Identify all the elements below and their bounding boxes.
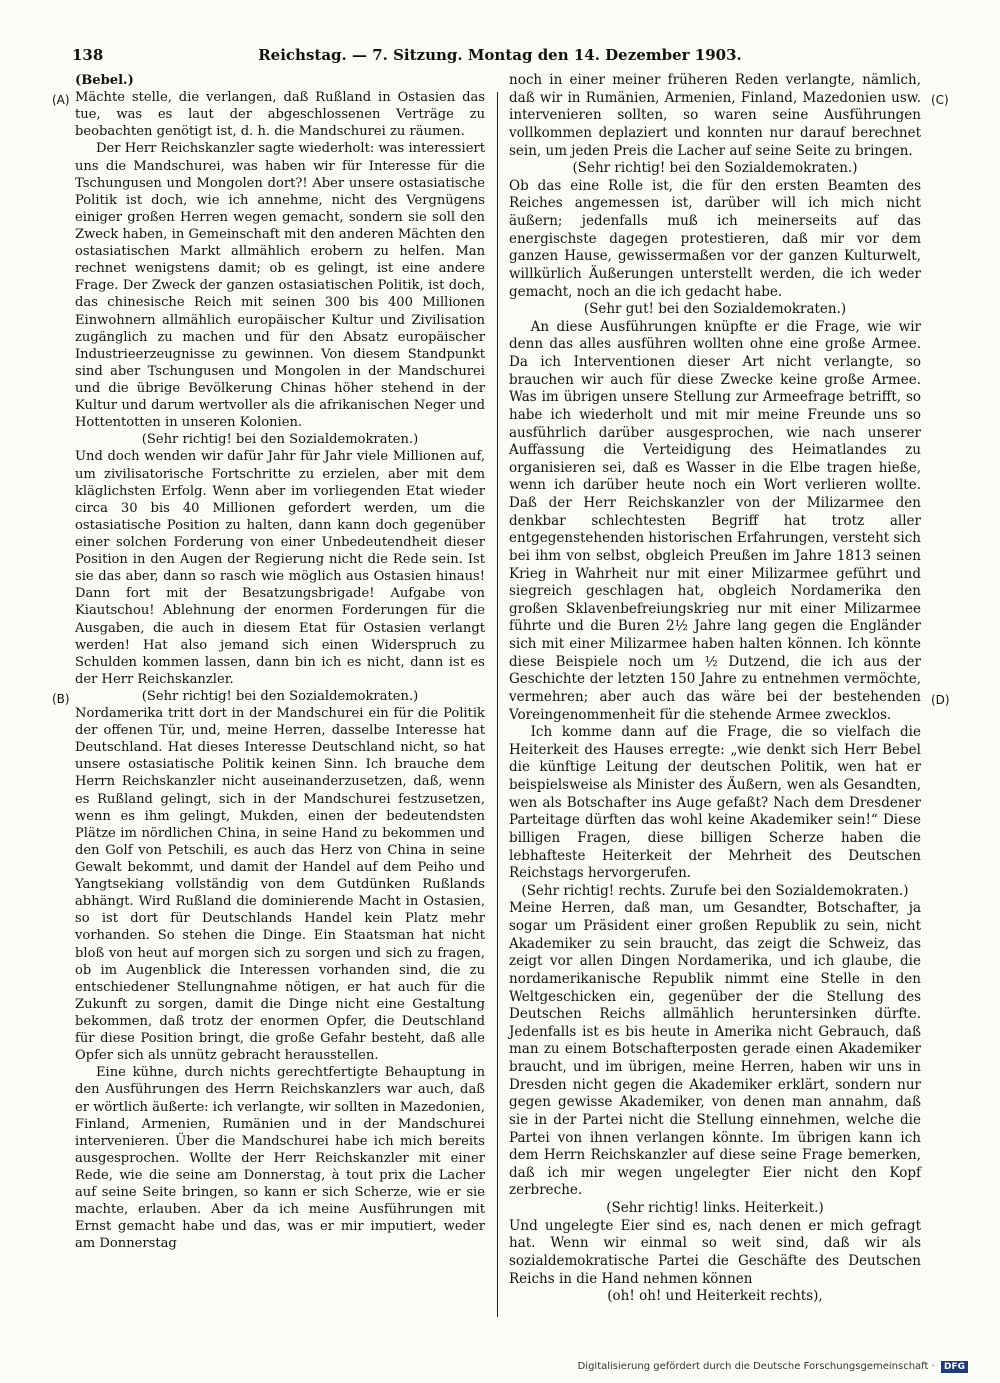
- running-title: Reichstag. — 7. Sitzung. Montag den 14. Dezember 1903.: [258, 46, 742, 64]
- interjection: (oh! oh! und Heiterkeit rechts),: [607, 1288, 823, 1305]
- interjection: (Sehr richtig! bei den Sozialdemokraten.): [141, 432, 419, 448]
- paragraph: Und ungelegte Eier sind es, nach denen er mich gefragt hat. Wenn wir einmal so weit sind, daß wir als sozialdemokratische Partei die Geschäfte des Deutschen Reichs in die Hand nehmen können: [509, 1217, 921, 1287]
- paragraph: An diese Ausführungen knüpfte er die Frage, wie wir denn das alles ausführen wollten ohne eine große Armee. Da ich Interventionen dieser Art nicht verlangte, so brauchen wir auch für diese Zwecke keine große Armee. Was im übrigen unsere Stellung zur Armeefrage betrifft, so habe ich wiederholt und mit mir meine Freunde uns so ausführlich darüber ausgesprochen, wie nach unserer Auffassung die Verteidigung des Heimatlandes zu organisieren sei, daß es Wasser in die Elbe tragen hieße, wenn ich darüber heute noch ein Wort verlieren wollte. Daß der Herr Reichskanzler von der Milizarmee den denkbar schlechtesten Begriff hat trotz aller entgegenstehenden historischen Erfahrungen, versteht sich bei ihm von selbst, obgleich Preußen im Jahre 1813 seinen Krieg in Wahrheit nur mit einer Milizarmee geführt und siegreich geschlagen hat, obgleich Nordamerika den großen Sklavenbefreiungskrieg nur mit einer Milizarmee führte und die Buren 2½ Jahre lang gegen die Engländer sich mit einer Milizarmee haben halten können. Ich könnte diese Beispiele noch um ½ Dutzend, die ich aus der Geschichte der letzten 150 Jahre zu entnehmen vermöchte, vermehren; aber auch das wäre bei der bestehenden Voreingenommenheit für die stehende Armee zwecklos.: [509, 318, 921, 723]
- speaker-name: (Bebel.): [75, 73, 134, 88]
- footer: Digitalisierung gefördert durch die Deutsche Forschungsgemeinschaft · DFG: [578, 1361, 968, 1373]
- margin-mark-a: (A): [52, 93, 70, 107]
- footer-credit: Digitalisierung gefördert durch die Deutsche Forschungsgemeinschaft: [577, 1361, 929, 1372]
- dfg-logo: DFG: [941, 1361, 968, 1373]
- interjection: (Sehr richtig! links. Heiterkeit.): [606, 1200, 824, 1216]
- paragraph: Eine kühne, durch nichts gerechtfertigte Behauptung in den Ausführungen des Herrn Reichskanzlers war auch, daß er wörtlich äußerte: ich verlangte, wir sollten in Mazedonien, Finland, Armenien, Rumänien und in der Mandschurei intervenieren. Über die Mandschurei habe ich mich bereits ausgesprochen. Wollte der Herr Reichskanzler mit einer Rede, wie die seine am Donnerstag, à tout prix die Lacher auf seine Seite bringen, so kann er sich Scherze, wie er sie machte, erlauben. Aber da ich meine Ausführungen mit Ernst gemacht habe und das, was er mir imputiert, weder am Donnerstag: [75, 1065, 485, 1252]
- page-header: [72, 46, 928, 68]
- paragraph: Der Herr Reichskanzler sagte wiederholt: was interessiert uns die Mandschurei, was haben wir für Interesse für die Tschungusen und Mongolen dort?! Aber unsere ostasiatische Politik ist doch, wie ich annehme, nicht des Vergnügens einiger großen Herren wegen gemacht, sondern sie soll den Zweck haben, in Gemeinschaft mit den anderen Mächten den ostasiatischen Markt allmählich erobern zu helfen. Man rechnet wenigstens damit; ob es gelingt, ist eine andere Frage. Der Zweck der ganzen ostasiatischen Politik, ist doch, das chinesische Reich mit seinen 300 bis 400 Millionen Einwohnern allmählich europäischer Kultur und Zivilisation zugänglich zu machen und für den Absatz europäischer Industrieerzeugnisse zu gewinnen. Von diesem Standpunkt sind aber Tschungusen und Mongolen in der Mandschurei und die übrige Bevölkerung Chinas höher stehend in der Kultur und darum wertvoller als die afrikanischen Neger und Hottentotten in unseren Kolonien.: [75, 141, 485, 431]
- paragraph: noch in einer meiner früheren Reden verlangte, nämlich, daß wir in Rumänien, Armenien, Finland, Mazedonien usw. intervenieren sollten, so waren seine Ausführungen vollkommen deplaziert und konnten nur darauf berechnet sein, um jeden Preis die Lacher auf seine Seite zu bringen.: [509, 72, 921, 159]
- page-number: 138: [72, 46, 104, 64]
- paragraph: Meine Herren, daß man, um Gesandter, Botschafter, ja sogar um Präsident einer großen Republik zu sein, nicht Akademiker zu sein braucht, das zeigt die Schweiz, das zeigt vor allen Dingen Nordamerika, und ich glaube, die nordamerikanische Republik nimmt eine Stelle in den Weltgeschicken ein, gegenüber der die Stellung des Deutschen Reichs allmählich heruntersinken dürfte. Jedenfalls ist es bis heute in Amerika nicht Gebrauch, daß man zu einem Botschafterposten gerade einen Akademiker braucht, und im übrigen, meine Herren, haben wir uns in Dresden nicht gegen die Akademiker erklärt, sondern nur gegen gewisse Akademiker, von denen man annahm, daß sie in der Partei nicht die Stellung einnehmen, welche die Partei von ihnen verlangen könnte. Im übrigen kann ich dem Herrn Reichskanzler auf diese seine Frage bemerken, daß ich mir wegen ungelegter Eier nicht den Kopf zerbreche.: [509, 900, 921, 1199]
- margin-mark-c: (C): [931, 93, 949, 107]
- interjection: (Sehr gut! bei den Sozialdemokraten.): [583, 301, 847, 318]
- interjection: (Sehr richtig! rechts. Zurufe bei den Sozialdemokraten.): [521, 882, 909, 899]
- paragraph: Mächte stelle, die verlangen, daß Rußland in Ostasien das tue, was es laut der abgeschlossenen Verträge zu beobachten genötigt ist, d. h. die Mandschurei zu räumen.: [75, 90, 485, 140]
- margin-mark-d: (D): [931, 693, 950, 707]
- interjection: (Sehr richtig! bei den Sozialdemokraten.): [572, 160, 858, 177]
- interjection: (Sehr richtig! bei den Sozialdemokraten.): [141, 688, 419, 704]
- margin-mark-b: (B): [52, 692, 70, 706]
- right-text-column: [509, 72, 921, 1306]
- left-text-column: [75, 72, 485, 1253]
- paragraph: Und doch wenden wir dafür Jahr für Jahr viele Millionen auf, um zivilisatorische Fortschritte zu erzielen, aber mit dem kläglichsten Erfolg. Wenn aber im vorliegenden Etat wieder circa 30 bis 40 Millionen gefordert werden, um die ostasiatische Position zu halten, dann kann doch gegenüber einer solchen Forderung von einer Unbedeutendheit dieser Position in den Augen der Regierung nicht die Rede sein. Ist sie das aber, dann so rasch wie möglich aus Ostasien hinaus! Dann fort mit der Besatzungsbrigade! Aufgabe von Kiautschou! Ablehnung der enormen Forderungen für die Ausgaben, die auch in diesem Etat für Ostasien verlangt werden! Hat also jemand sich einen Widerspruch zu Schulden kommen lassen, dann bin ich es nicht, dann ist es der Herr Reichskanzler.: [75, 449, 485, 687]
- paragraph: Ob das eine Rolle ist, die für den ersten Beamten des Reiches angemessen ist, darüber will ich mich nicht äußern; jedenfalls muß ich meinerseits auf das energischste dagegen protestieren, daß mir vor dem ganzen Hause, gewissermaßen vor der ganzen Kulturwelt, willkürlich Äußerungen unterstellt werden, die ich weder gemacht, noch an die ich gedacht habe.: [509, 177, 921, 300]
- column-divider: [497, 92, 498, 1317]
- paragraph: Nordamerika tritt dort in der Mandschurei ein für die Politik der offenen Tür, und, meine Herren, dasselbe Interesse hat Deutschland. Hat dieses Interesse Deutschland nicht, so hat unsere ostasiatische Politik keinen Sinn. Ich brauche dem Herrn Reichskanzler nicht auseinanderzusetzen, daß, wenn es Rußland gelingt, sich in der Mandschurei festzusetzen, wenn es ihm gelingt, Mukden, einen der bedeutendsten Plätze im nördlichen China, in seine Hand zu bekommen und den Golf von Petschili, es auch das Herz von China in seine Gewalt bekommt, und damit der Handel auf dem Peiho und Yangtsekiang vollständig von dem Gutdünken Rußlands abhängt. Wird Rußland die dominierende Macht in Ostasien, so ist dort für Deutschlands Handel kein Platz mehr vorhanden. So stehen die Dinge. Ein Staatsman hat nicht bloß von heut auf morgen sich zu sorgen und sich zu fragen, ob im Augenblick die Interessen vorhanden sind, die zu entschiedener Stellungnahme nötigen, er hat auch für die Zukunft zu sorgen, damit die Dinge nicht eine Gestaltung bekommen, daß trotz der enormen Opfer, die Deutschland für diese Position bringt, die große Gefahr besteht, daß alle Opfer sich als unnütz gebracht herausstellen.: [75, 706, 485, 1064]
- paragraph: Ich komme dann auf die Frage, die so vielfach die Heiterkeit des Hauses erregte: „wie denkt sich Herr Bebel die künftige Leitung der deutschen Politik, wen hat er beispielsweise als Minister des Äußern, wen als Gesandten, wen als Botschafter ins Auge gefaßt? Nach dem Dresdener Parteitage dürften das wohl keine Akademiker sein!“ Diese billigen Fragen, diese billigen Scherze haben die lebhafteste Heiterkeit der Mehrheit des Deutschen Reichstags hervorgerufen.: [509, 724, 921, 882]
